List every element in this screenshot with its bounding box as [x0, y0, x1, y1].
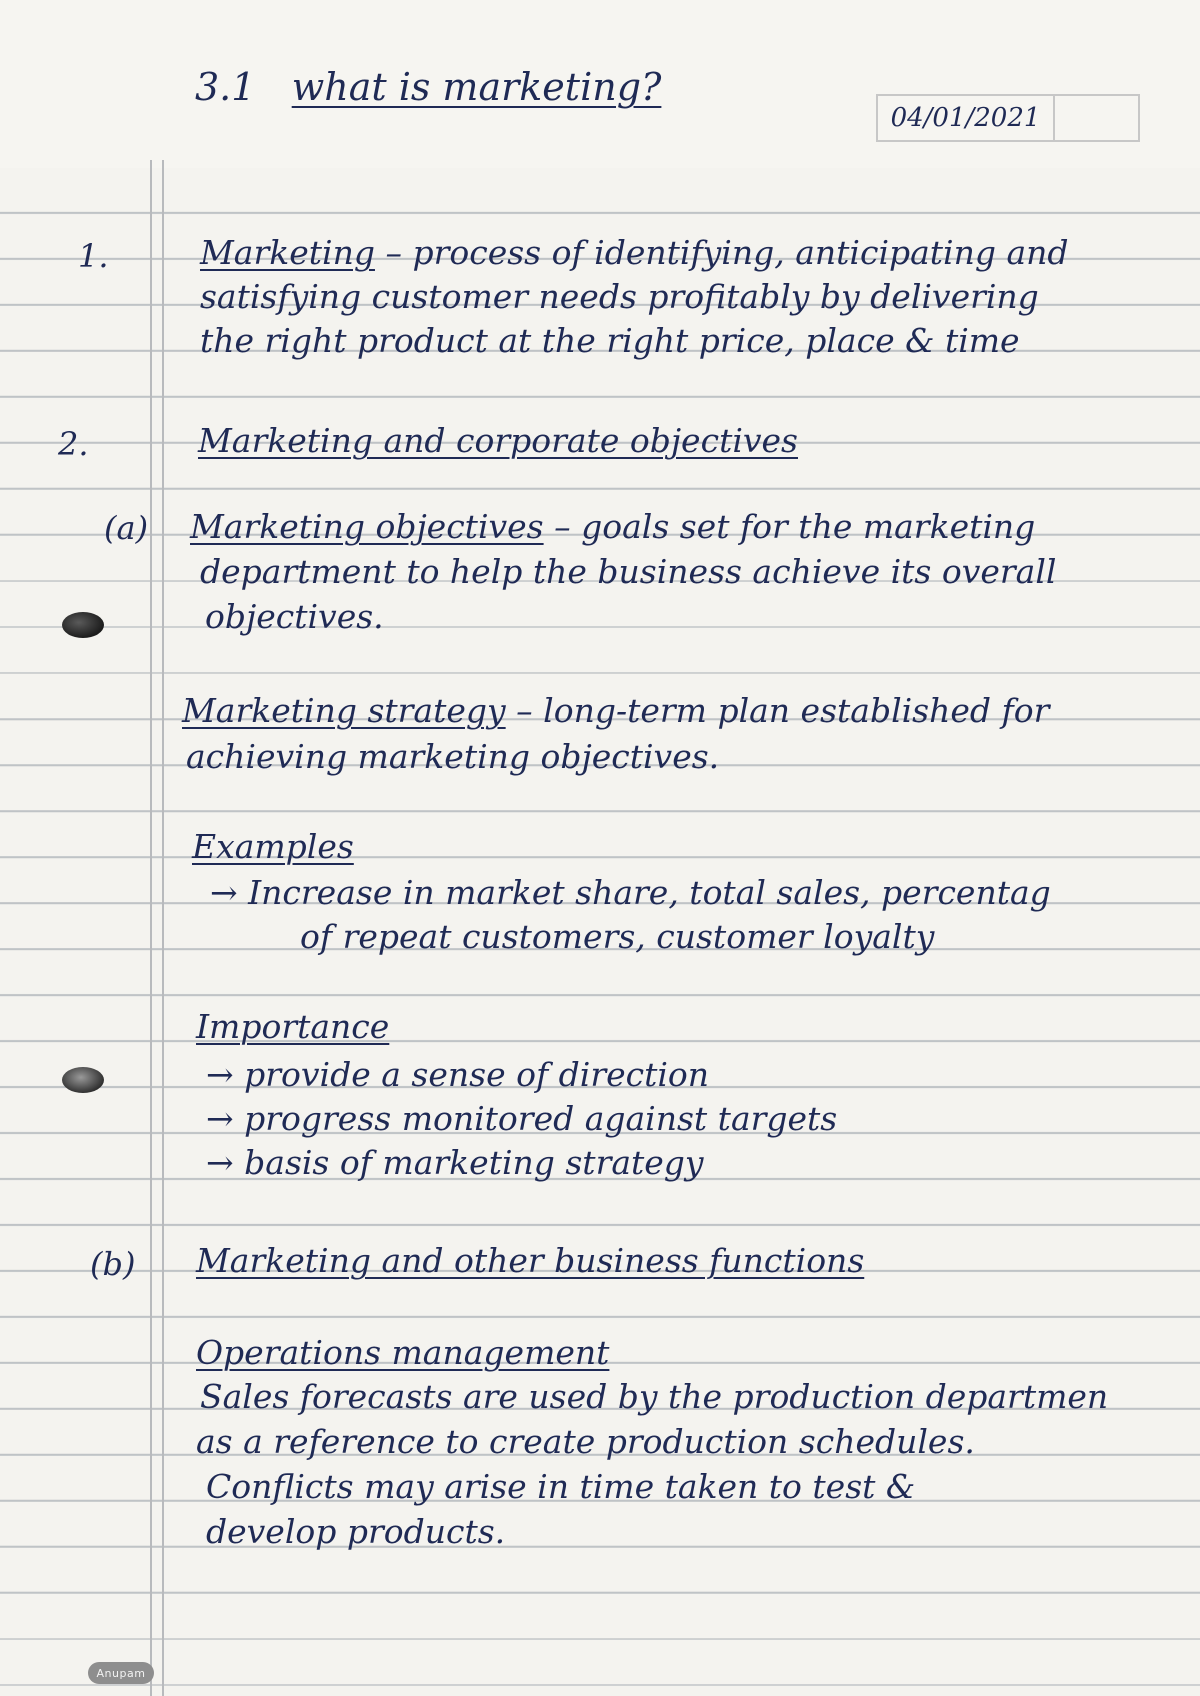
bullet-item: → progress monitored against targets — [206, 1099, 838, 1138]
page-title — [195, 65, 662, 109]
note-text: – goals set for the marketing — [554, 507, 1036, 546]
bullet-item: → provide a sense of direction — [206, 1055, 710, 1094]
section-heading: Marketing and other business functions — [196, 1241, 865, 1280]
note-text: – process of identifying, anticipating and — [385, 233, 1069, 272]
note-line: develop products. — [206, 1512, 506, 1551]
note-line — [200, 233, 1069, 272]
sub-item-label: (a) — [104, 509, 149, 547]
date-box — [876, 94, 1140, 142]
note-line: department to help the business achieve its overall — [200, 552, 1057, 591]
sub-heading: Operations management — [196, 1333, 610, 1372]
note-line — [190, 507, 1036, 546]
title-number: 3.1 — [195, 65, 256, 109]
title-text: what is marketing? — [291, 65, 662, 109]
note-line: Conflicts may arise in time taken to test & — [206, 1467, 916, 1506]
term-marketing: Marketing — [200, 233, 375, 272]
note-line: → Increase in market share, total sales, percentag — [210, 873, 1051, 912]
sub-item-label: (b) — [90, 1245, 136, 1283]
section-heading: Marketing and corporate objectives — [198, 421, 798, 460]
note-text: – long-term plan established for — [516, 691, 1050, 730]
margin-line — [162, 160, 164, 1696]
note-line: satisfying customer needs profitably by delivering — [200, 277, 1039, 316]
note-line — [182, 691, 1050, 730]
punch-hole — [62, 1067, 104, 1093]
item-number: 1. — [78, 237, 109, 275]
date-value: 04/01/2021 — [878, 96, 1055, 140]
term-marketing-objectives: Marketing objectives — [190, 507, 544, 546]
punch-hole — [62, 612, 104, 638]
note-line: Sales forecasts are used by the production departmen — [200, 1377, 1109, 1416]
item-number: 2. — [58, 425, 89, 463]
note-line: the right product at the right price, place & time — [200, 321, 1020, 360]
margin-line — [150, 160, 152, 1696]
bullet-item: → basis of marketing strategy — [206, 1143, 704, 1182]
note-line: objectives. — [205, 597, 384, 636]
note-line: achieving marketing objectives. — [186, 737, 720, 776]
brand-stamp: Anupam — [88, 1662, 154, 1684]
term-marketing-strategy: Marketing strategy — [182, 691, 506, 730]
note-line: as a reference to create production schedules. — [196, 1422, 975, 1461]
importance-heading: Importance — [196, 1007, 390, 1046]
date-box-empty-cell — [1055, 96, 1138, 140]
note-line: of repeat customers, customer loyalty — [300, 917, 935, 956]
examples-heading: Examples — [192, 827, 354, 866]
